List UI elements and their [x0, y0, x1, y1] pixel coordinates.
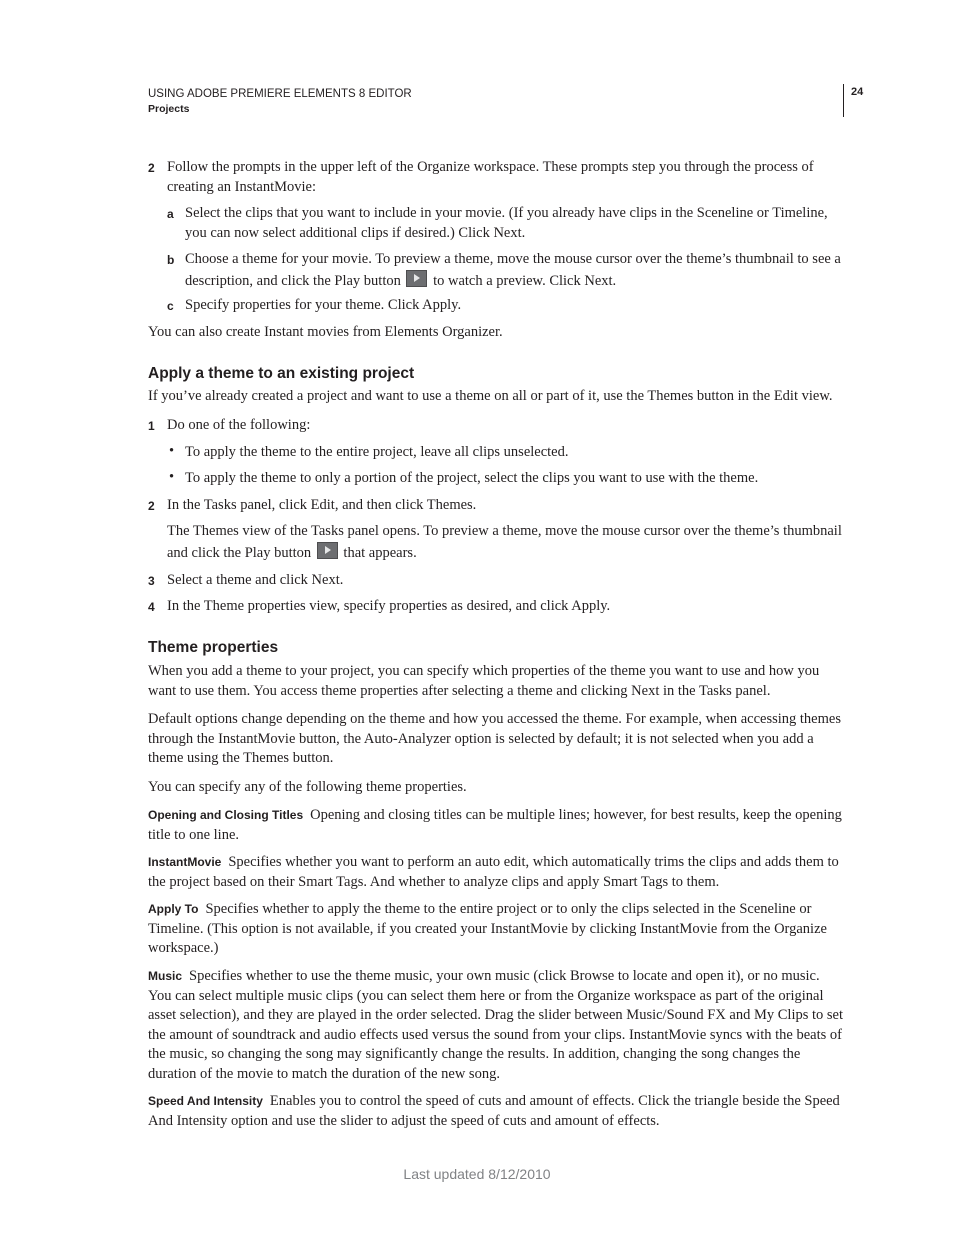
play-icon — [317, 542, 338, 559]
definition-desc: Specifies whether to apply the theme to the entire project or to only the clips selected in the Sceneline or Timeline. (This option is not available, if you created your InstantMovie by clicking InstantMovie from the Organize workspace.) — [148, 901, 827, 956]
definition-item — [148, 900, 844, 959]
substep-letter: a — [167, 207, 174, 221]
bullet-item: To apply the theme to only a portion of the project, select the clips you want to use with the theme. — [185, 470, 759, 486]
definition-desc: Enables you to control the speed of cuts and amount of effects. Click the triangle beside the Speed And Intensity option and use the slider to adjust the speed of cuts and amount of effects. — [148, 1093, 840, 1129]
section-heading: Theme properties — [148, 639, 279, 656]
step-note — [167, 522, 844, 563]
definition-term: Speed And Intensity — [148, 1094, 263, 1108]
step-text: In the Theme properties view, specify properties as desired, and click Apply. — [167, 598, 611, 614]
definition-item — [148, 806, 844, 845]
step-number: 4 — [148, 600, 155, 614]
definition-item — [148, 1092, 844, 1131]
step-text: Follow the prompts in the upper left of the Organize workspace. These prompts step you through the process of creating an InstantMovie: — [167, 159, 814, 195]
running-header — [148, 87, 412, 117]
definition-term: Opening and Closing Titles — [148, 808, 304, 822]
substep-letter: c — [167, 299, 174, 313]
step-number: 1 — [148, 419, 155, 433]
definition-term: Music — [148, 969, 183, 983]
section-name: Projects — [148, 103, 190, 115]
definition-item — [148, 967, 844, 1084]
definition-desc: Specifies whether you want to perform an auto edit, which automatically trims the clips and adds them to the project based on their Smart Tags. And whether to analyze clips and apply Smart Tags to them. — [148, 854, 839, 890]
step-text: In the Tasks panel, click Edit, and then click Themes. — [167, 497, 477, 513]
bullet-glyph: • — [169, 443, 175, 459]
substep-text-part: Choose a theme for your movie. To preview a theme, move the mouse cursor over the theme’s thumbnail to see a description, and click the Play button — [185, 251, 841, 289]
paragraph: You can also create Instant movies from Elements Organizer. — [148, 324, 503, 340]
step-number: 2 — [148, 499, 155, 513]
bullet-item: To apply the theme to the entire project, leave all clips unselected. — [185, 444, 569, 460]
paragraph: When you add a theme to your project, you can specify which properties of the theme you want to use and how you want to use them. You access theme properties after selecting a theme and clicking Next in the Tasks panel. — [148, 663, 820, 699]
definition-term: InstantMovie — [148, 855, 222, 869]
paragraph: Default options change depending on the theme and how you accessed the theme. For example, when accessing themes through the InstantMovie button, the Auto-Analyzer option is selected by default; it is not selected when you add a theme using the Themes button. — [148, 711, 841, 766]
step-note-part: that appears. — [343, 544, 417, 561]
step-text: Select a theme and click Next. — [167, 572, 344, 588]
definition-item — [148, 853, 844, 892]
substep-text: Select the clips that you want to include in your movie. (If you already have clips in the Sceneline or Timeline, you can now select additional clips if desired.) Click Next. — [185, 205, 828, 241]
header-divider — [843, 84, 844, 117]
paragraph: You can specify any of the following theme properties. — [148, 779, 467, 795]
step-note-part: The Themes view of the Tasks panel opens. To preview a theme, move the mouse cursor over the theme’s thumbnail and click the Play button — [167, 523, 842, 561]
substep-letter: b — [167, 253, 175, 267]
step-number: 3 — [148, 574, 155, 588]
substep-text — [185, 250, 844, 291]
substep-text-part: to watch a preview. Click Next. — [433, 272, 617, 289]
section-heading: Apply a theme to an existing project — [148, 365, 415, 382]
page-number: 24 — [851, 86, 864, 98]
doc-title: USING ADOBE PREMIERE ELEMENTS 8 EDITOR — [148, 88, 412, 100]
step-text: Do one of the following: — [167, 417, 311, 433]
step-number: 2 — [148, 161, 155, 175]
bullet-glyph: • — [169, 469, 175, 485]
substep-text: Specify properties for your theme. Click Apply. — [185, 297, 462, 313]
definition-desc: Opening and closing titles can be multiple lines; however, for best results, keep the opening title to one line. — [148, 807, 842, 843]
definition-desc: Specifies whether to use the theme music, your own music (click Browse to locate and open it), or no music. You can select multiple music clips (you can select them here or from the Organize workspace as part of the original asset selection), and they are played in the order selected. Drag the slider between Music/Sound FX and My Clips to set the amount of soundtrack and audio effects used versus the sound from your clips. InstantMovie syncs with the beats of the music, so changing the song may significantly change the results. In addition, changing the song changes the duration of the movie to match the duration of the new song. — [148, 968, 844, 1082]
footer-last-updated: Last updated 8/12/2010 — [403, 1166, 551, 1182]
paragraph: If you’ve already created a project and want to use a theme on all or part of it, use the Themes button in the Edit view. — [148, 388, 833, 404]
definition-term: Apply To — [148, 902, 199, 916]
play-icon — [406, 270, 427, 287]
